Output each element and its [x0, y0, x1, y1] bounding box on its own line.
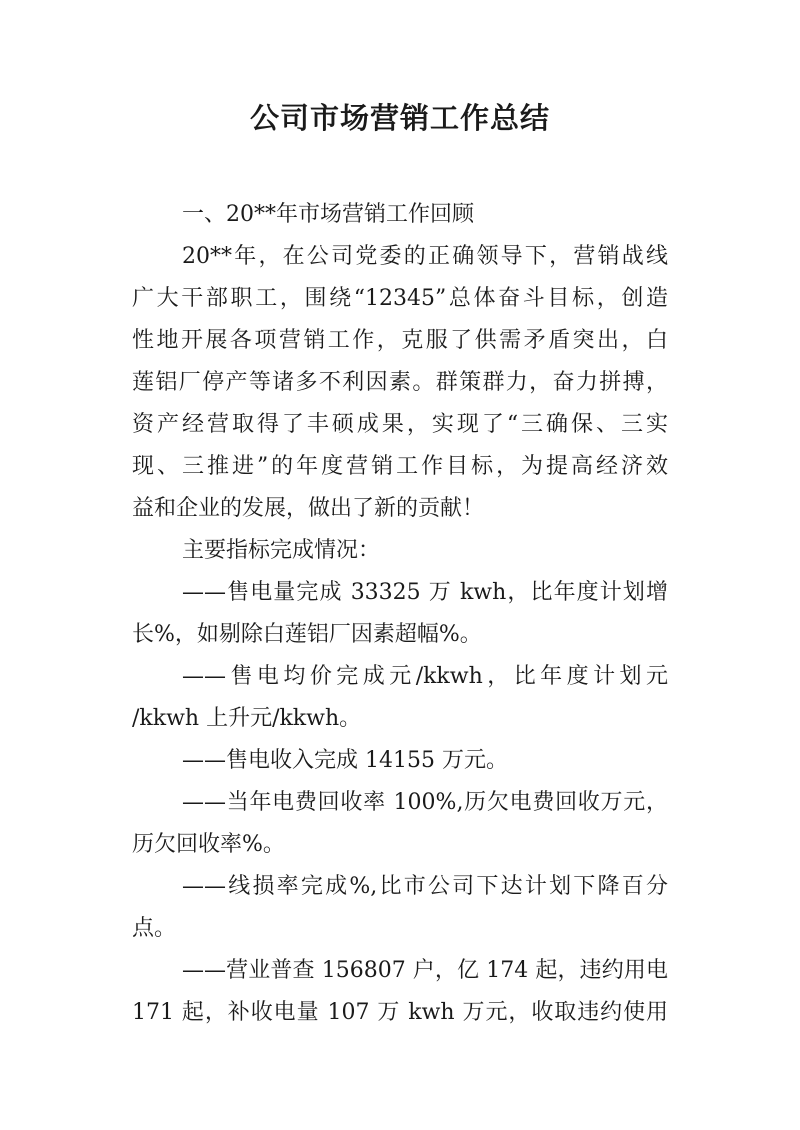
- indicator-line: ——营业普查 156807 户，亿 174 起，违约用电: [182, 958, 668, 983]
- paragraph-line: 现、三推进”的年度营销工作目标，为提高经济效: [132, 454, 668, 479]
- indicator-line: ——售电收入完成 14155 万元。: [182, 748, 508, 773]
- document-title: 公司市场营销工作总结: [249, 101, 550, 135]
- indicator-line: ——售电均价完成元/kkwh，比年度计划元: [182, 664, 668, 689]
- indicator-line: 171 起，补收电量 107 万 kwh 万元，收取违约使用: [132, 1000, 668, 1025]
- paragraph-line: 性地开展各项营销工作，克服了供需矛盾突出，白: [132, 328, 668, 353]
- indicator-line: ——当年电费回收率 100%,历欠电费回收万元，: [182, 790, 668, 815]
- indicator-line: 历欠回收率%。: [132, 832, 285, 857]
- paragraph-line: 资产经营取得了丰硕成果，实现了“三确保、三实: [132, 412, 668, 437]
- section-heading: 一、20**年市场营销工作回顾: [182, 202, 474, 227]
- indicator-line: ——售电量完成 33325 万 kwh，比年度计划增: [182, 580, 668, 605]
- paragraph-line: 广大干部职工，围绕“12345”总体奋斗目标，创造: [132, 286, 668, 311]
- paragraph-line: 莲铝厂停产等诸多不利因素。群策群力，奋力拼搏，: [132, 370, 668, 395]
- paragraph-line: 益和企业的发展，做出了新的贡献！: [132, 496, 485, 521]
- indicator-line: 点。: [132, 916, 177, 941]
- indicator-line: /kkwh 上升元/kkwh。: [132, 706, 362, 731]
- indicator-line: 长%，如剔除白莲铝厂因素超幅%。: [132, 622, 482, 647]
- subheading-line: 主要指标完成情况：: [182, 538, 381, 563]
- paragraph-line: 20**年，在公司党委的正确领导下，营销战线: [182, 244, 668, 269]
- indicator-line: ——线损率完成%,比市公司下达计划下降百分: [182, 874, 668, 899]
